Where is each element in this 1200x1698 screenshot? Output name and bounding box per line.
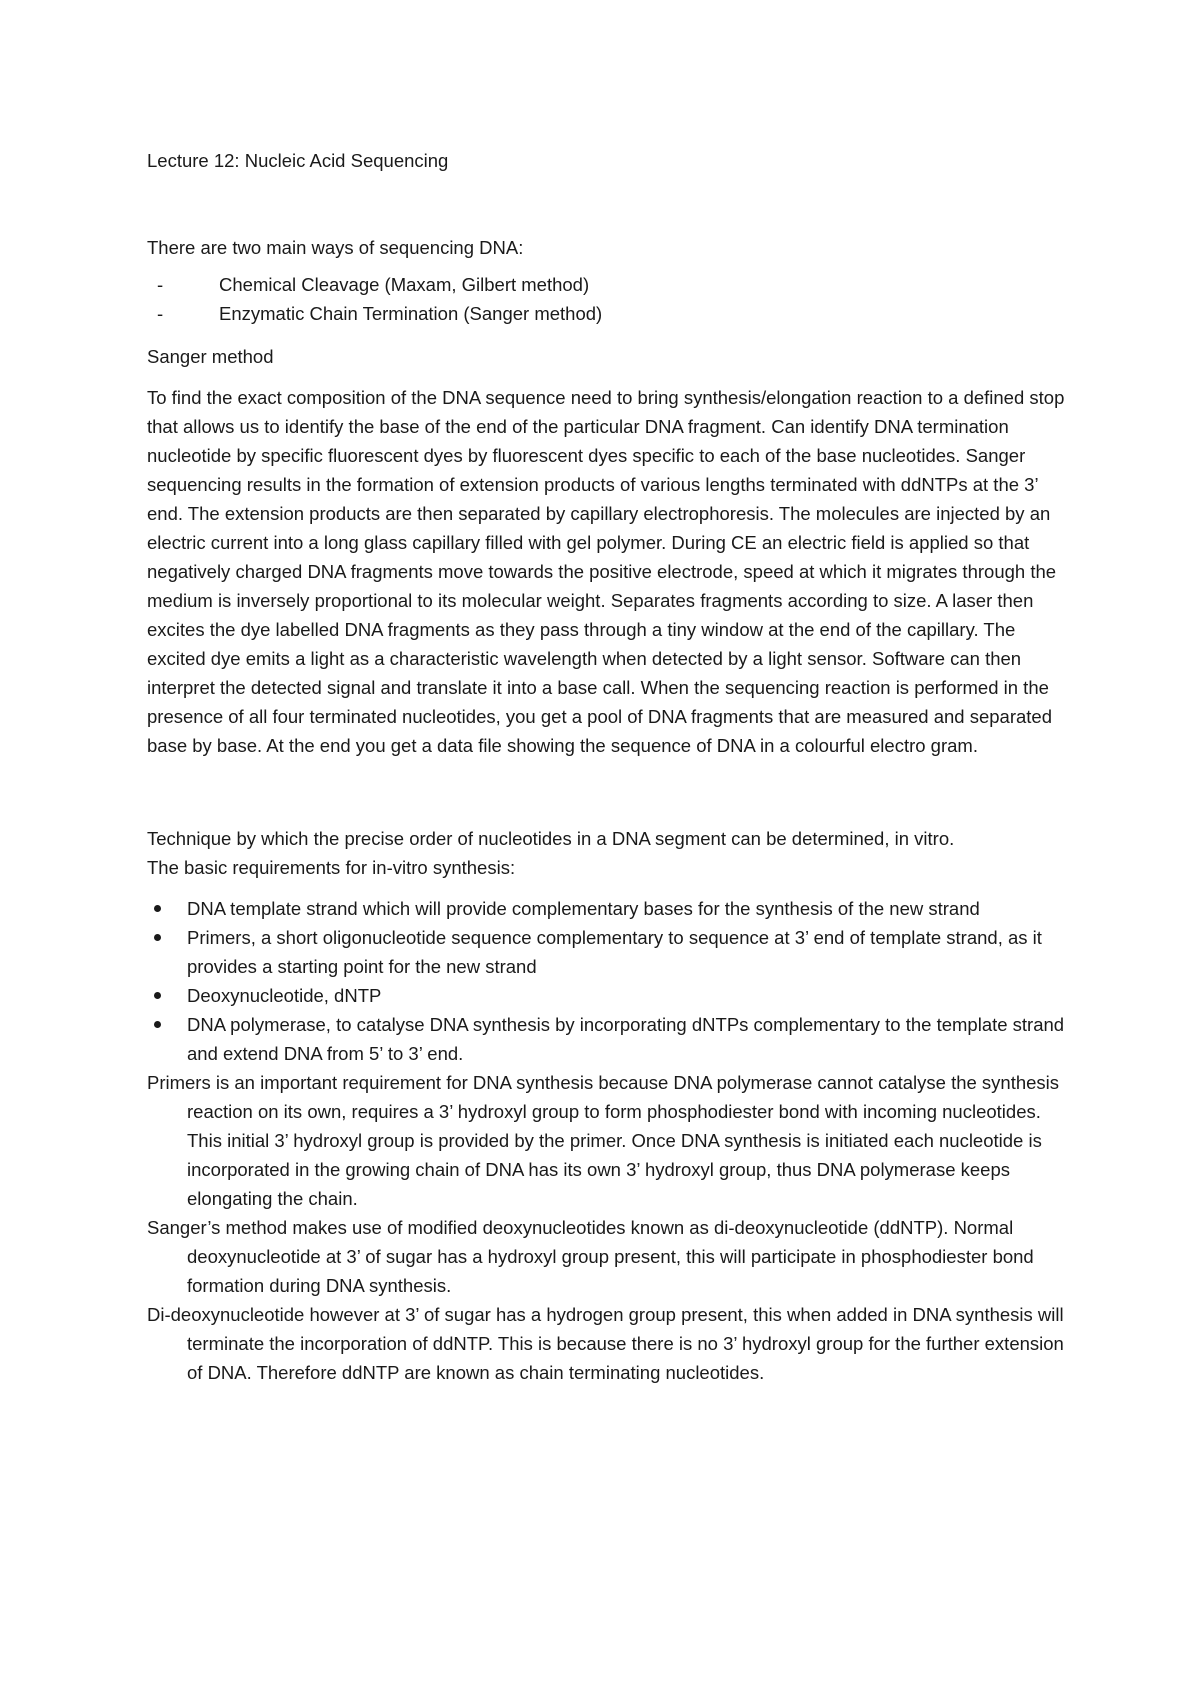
intro-text: There are two main ways of sequencing DNA: <box>147 237 524 258</box>
primers-paragraph: Primers is an important requirement for DNA synthesis because DNA polymerase cannot catalyse the synthesis reaction on its own, requires a 3’ hydroxyl group to form phosphodiester bond with incoming nucleotides. This initial 3’ hydroxyl group is provided by the primer. Once DNA synthesis is initiated each nucleotide is incorporated in the growing chain of DNA has its own 3’ hydroxyl group, thus DNA polymerase keeps elongating the chain. <box>147 1072 1060 1209</box>
technique-block <box>147 824 1067 882</box>
bullet-icon <box>154 1021 161 1028</box>
list-item <box>147 981 1067 1010</box>
section-heading-sanger: Sanger method <box>147 346 274 367</box>
list-item-text: DNA polymerase, to catalyse DNA synthesis by incorporating dNTPs complementary to the template strand and extend DNA from 5’ to 3’ end. <box>187 1014 1065 1064</box>
modified-nucleotides-paragraph: Sanger’s method makes use of modified deoxynucleotides known as di-deoxynucleotide (ddNTP). Normal deoxynucleotide at 3’ of sugar has a hydroxyl group present, this will participate in phosphodiester bond formation during DNA synthesis. <box>147 1217 1034 1296</box>
bullet-icon <box>154 934 161 941</box>
document-title: Lecture 12: Nucleic Acid Sequencing <box>147 150 449 171</box>
list-item <box>147 1010 1067 1068</box>
list-item <box>147 894 1067 923</box>
sanger-paragraph: To find the exact composition of the DNA sequence need to bring synthesis/elongation reaction to a defined stop that allows us to identify the base of the end of the particular DNA fragment. Can identify DNA termination nucleotide by specific fluorescent dyes by fluorescent dyes specific to each of the base nucleotides. Sanger sequencing results in the formation of extension products of various lengths terminated with ddNTPs at the 3’ end. The extension products are then separated by capillary electrophoresis. The molecules are injected by an electric current into a long glass capillary filled with gel polymer. During CE an electric field is applied so that negatively charged DNA fragments move towards the positive electrode, speed at which it migrates through the medium is inversely proportional to its molecular weight. Separates fragments according to size. A laser then excites the dye labelled DNA fragments as they pass through a tiny window at the end of the capillary. The excited dye emits a light as a characteristic wavelength when detected by a light sensor. Software can then interpret the detected signal and translate it into a base call. When the sequencing reaction is performed in the presence of all four terminated nucleotides, you get a pool of DNA fragments that are measured and separated base by base. At the end you get a data file showing the sequence of DNA in a colourful electro gram. <box>147 387 1065 756</box>
methods-list <box>147 270 1067 328</box>
list-item-text: DNA template strand which will provide complementary bases for the synthesis of the new strand <box>187 898 980 919</box>
list-item: - Enzymatic Chain Termination (Sanger method) <box>147 299 1067 328</box>
bullet-icon <box>154 992 161 999</box>
list-item: - Chemical Cleavage (Maxam, Gilbert method) <box>147 270 1067 299</box>
list-item <box>147 923 1067 981</box>
list-item-text: Primers, a short oligonucleotide sequence complementary to sequence at 3’ end of template strand, as it provides a starting point for the new strand <box>187 927 1042 977</box>
bullet-icon <box>154 905 161 912</box>
requirements-list <box>147 894 1067 1068</box>
dideoxy-paragraph: Di-deoxynucleotide however at 3’ of sugar has a hydrogen group present, this when added in DNA synthesis will terminate the incorporation of ddNTP. This is because there is no 3’ hydroxyl group for the further extension of DNA. Therefore ddNTP are known as chain terminating nucleotides. <box>147 1304 1064 1383</box>
document-page <box>147 146 1067 1387</box>
technique-line: Technique by which the precise order of nucleotides in a DNA segment can be determined, in vitro. <box>147 828 955 849</box>
list-item-text: Deoxynucleotide, dNTP <box>187 985 382 1006</box>
requirements-intro: The basic requirements for in-vitro synthesis: <box>147 857 516 878</box>
